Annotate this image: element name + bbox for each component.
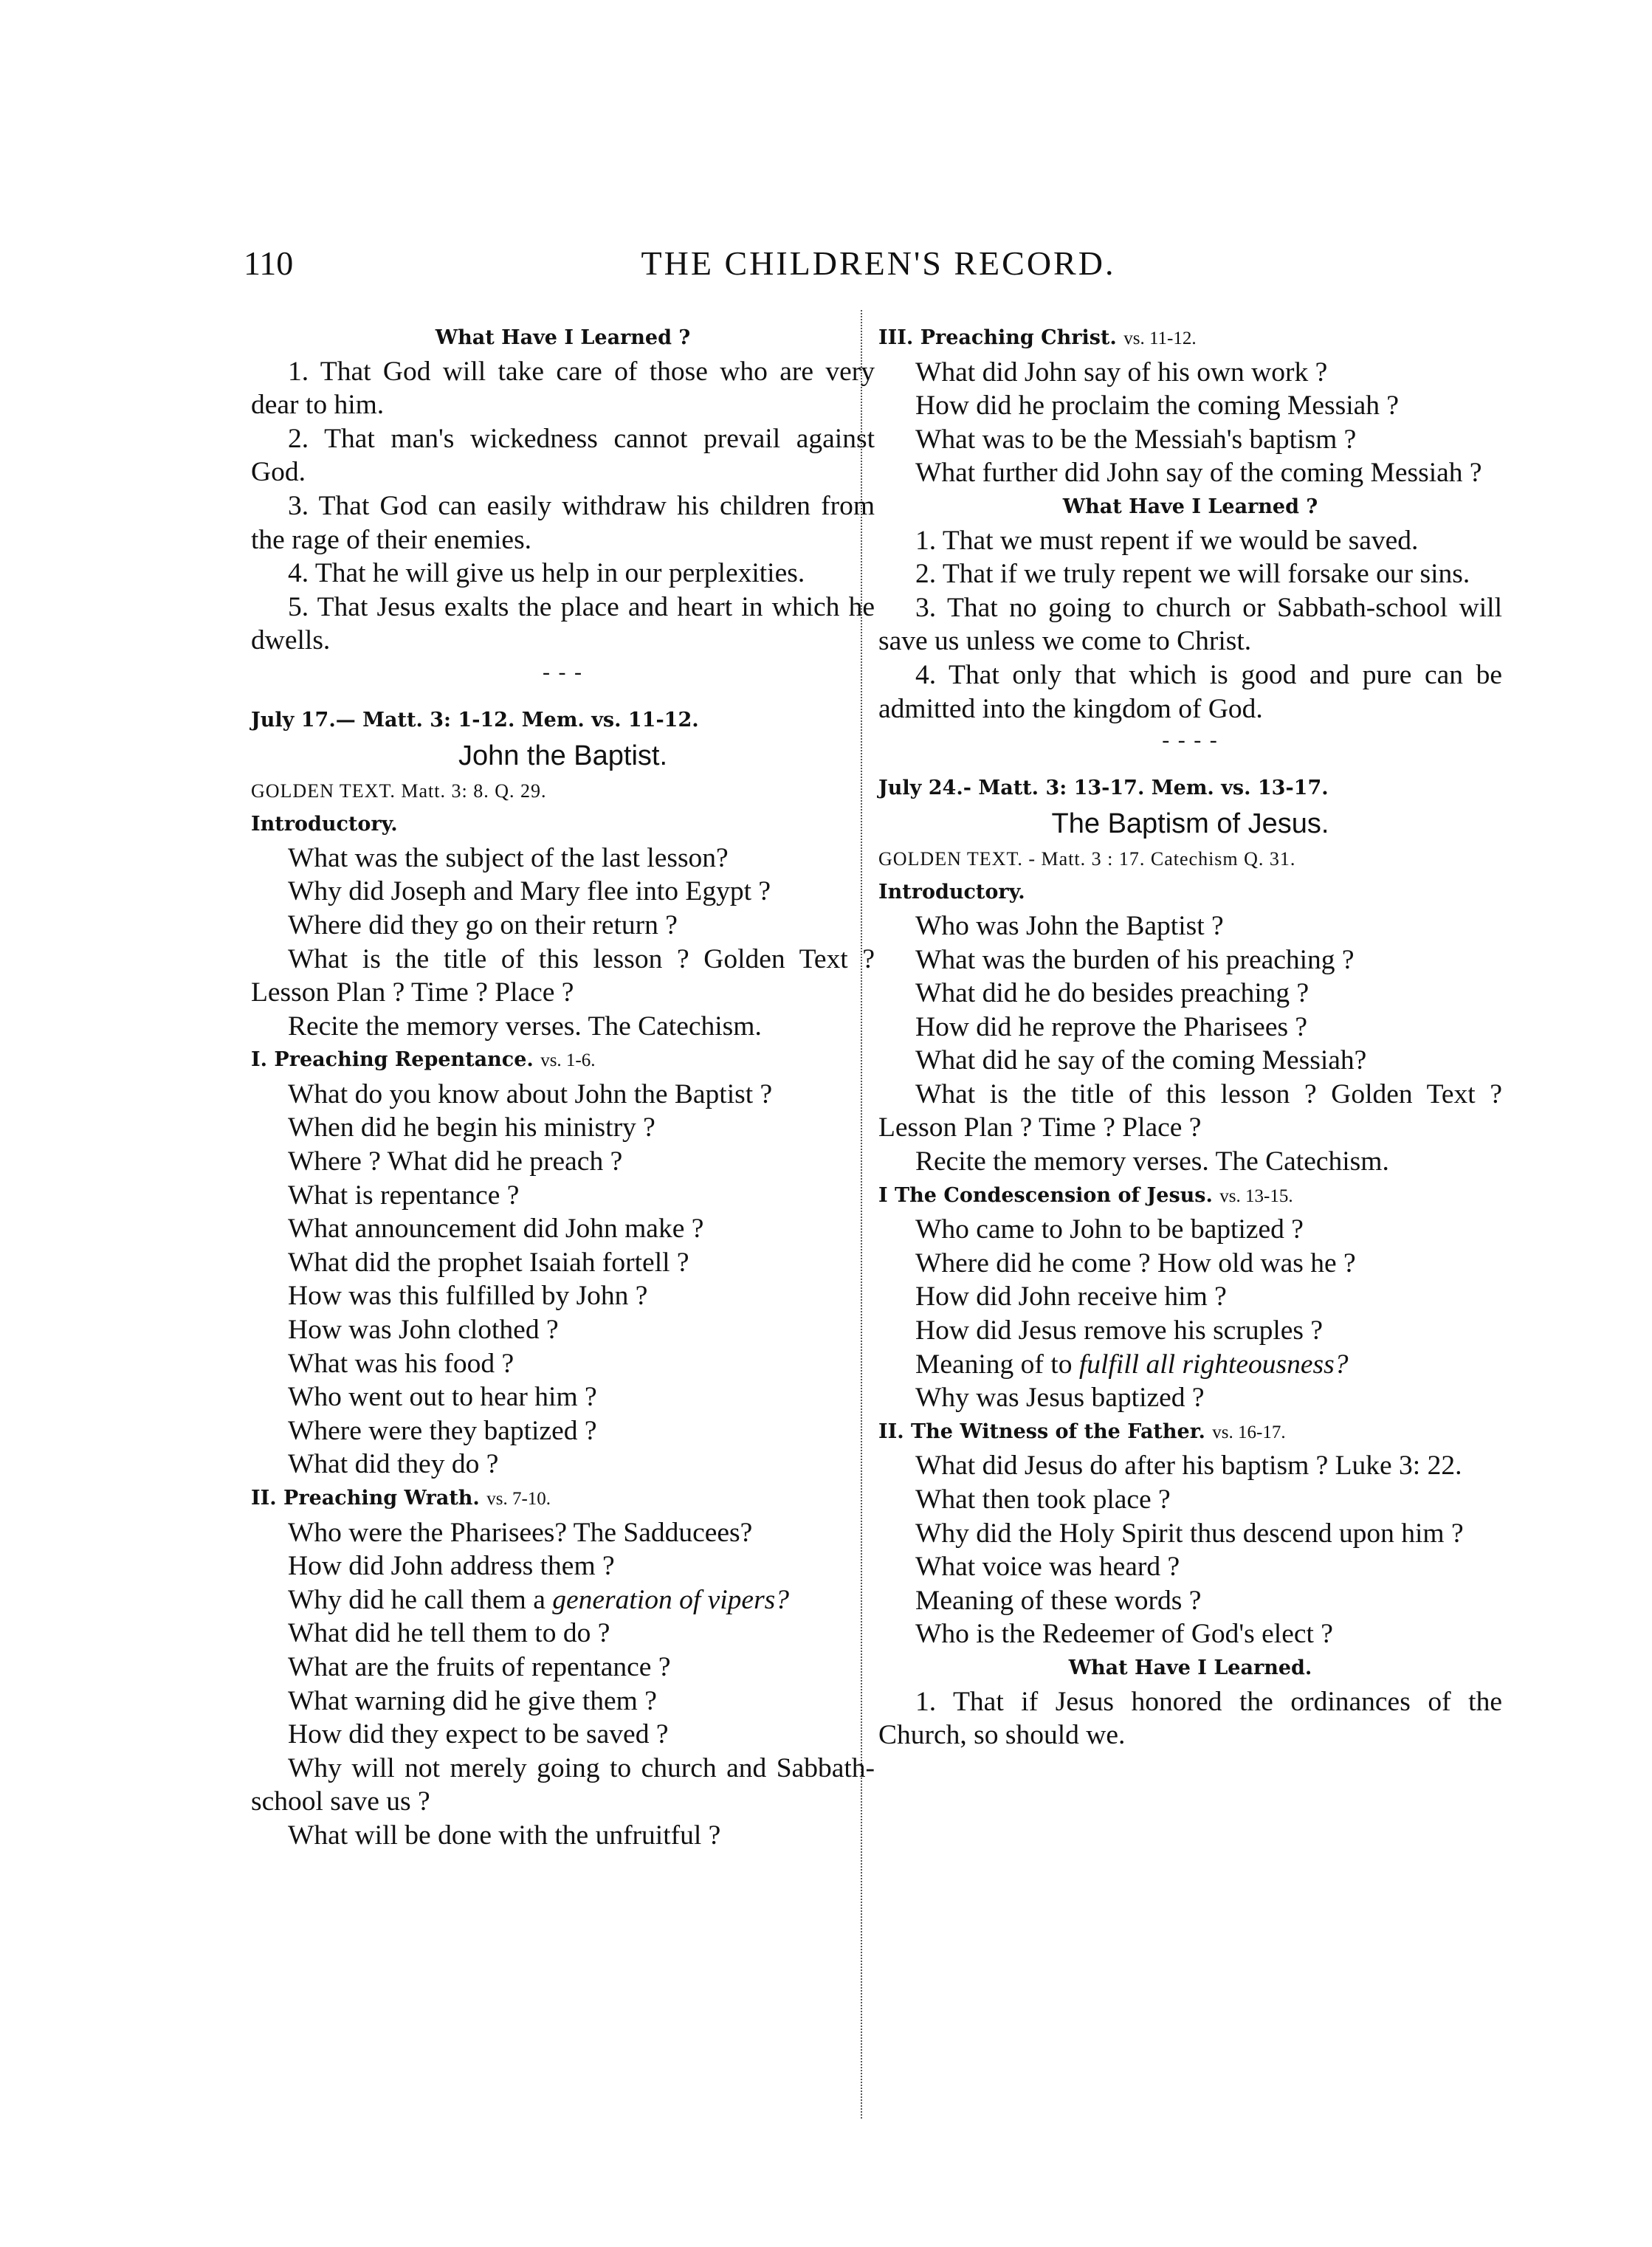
question: Why did Joseph and Mary flee into Egypt ? <box>288 876 771 907</box>
question: What was the burden of his preaching ? <box>915 944 1355 975</box>
question-text: Meaning of to <box>915 1349 1073 1380</box>
question: How did he reprove the Pharisees ? <box>915 1011 1308 1042</box>
lesson-title: The Baptism of Jesus. <box>1051 808 1329 839</box>
question: Meaning of these words ? <box>915 1585 1202 1616</box>
question: What do you know about John the Baptist ? <box>288 1078 773 1109</box>
question: Who came to John to be baptized ? <box>915 1214 1304 1245</box>
learned-item: 3. That no going to church or Sabbath-school will save us unless we come to Christ. <box>878 592 1502 657</box>
section-label: III. Preaching Christ. <box>878 326 1117 349</box>
question: Who is the Redeemer of God's elect ? <box>915 1619 1333 1650</box>
page-header <box>244 244 1513 288</box>
introductory-label: Introductory. <box>878 881 1025 904</box>
section-heading <box>878 1179 1502 1214</box>
page-number: 110 <box>244 244 294 282</box>
question: How did they expect to be saved ? <box>288 1719 669 1750</box>
question: What are the fruits of repentance ? <box>288 1651 671 1682</box>
question-text: Why did he call them a <box>288 1584 545 1615</box>
learned-item: 5. That Jesus exalts the place and heart in which he dwells. <box>251 591 875 656</box>
left-column <box>251 321 875 1853</box>
question: Why was Jesus baptized ? <box>915 1383 1205 1414</box>
question: What voice was heard ? <box>915 1552 1180 1583</box>
learned-item: 1. That we must repent if we would be saved. <box>915 525 1419 556</box>
learned-heading: What Have I Learned ? <box>1062 495 1318 518</box>
question: When did he begin his ministry ? <box>288 1112 655 1143</box>
question: Where ? What did he preach ? <box>288 1146 623 1177</box>
question: Where did he come ? How old was he ? <box>915 1248 1356 1279</box>
right-column <box>878 321 1502 1752</box>
section-label: II. Preaching Wrath. <box>251 1487 480 1510</box>
lesson-heading: July 24.- Matt. 3: 13-17. Mem. vs. 13-17. <box>878 777 1329 800</box>
section-label: II. The Witness of the Father. <box>878 1420 1205 1443</box>
question: What then took place ? <box>915 1484 1171 1515</box>
learned-item: 2. That if we truly repent we will forsake our sins. <box>915 559 1470 590</box>
section-heading <box>251 1043 875 1078</box>
section-verses: vs. 7-10. <box>486 1489 551 1509</box>
section-heading <box>878 1415 1502 1450</box>
learned-item: 4. That he will give us help in our perplexities. <box>288 558 805 589</box>
section-label: I The Condescension of Jesus. <box>878 1183 1213 1207</box>
running-title: THE CHILDREN'S RECORD. <box>641 244 1116 282</box>
learned-heading: What Have I Learned ? <box>435 326 691 349</box>
question: Why will not merely going to church and Sabbath-school save us ? <box>251 1752 875 1817</box>
golden-text: GOLDEN TEXT. - Matt. 3 : 17. Catechism Q. 31. <box>878 847 1296 870</box>
question: What is the title of this lesson ? Golden Text ? Lesson Plan ? Time ? Place ? <box>878 1078 1502 1143</box>
section-verses: vs. 16-17. <box>1212 1422 1286 1442</box>
question: What did John say of his own work ? <box>915 357 1328 388</box>
question: What did the prophet Isaiah fortell ? <box>288 1247 689 1278</box>
learned-item: 2. That man's wickedness cannot prevail against God. <box>251 423 875 488</box>
question: What announcement did John make ? <box>288 1214 704 1245</box>
introductory-label: Introductory. <box>251 813 398 836</box>
section-heading <box>251 1482 875 1516</box>
question: How did John address them ? <box>288 1551 615 1582</box>
italic-phrase: fulfill all righteousness? <box>1078 1349 1349 1380</box>
section-heading <box>878 321 1502 356</box>
question: Who was John the Baptist ? <box>915 910 1224 941</box>
question <box>251 1583 875 1617</box>
learned-item: 1. That if Jesus honored the ordinances of the Church, so should we. <box>878 1686 1502 1751</box>
question: What warning did he give them ? <box>288 1685 657 1716</box>
question: How did he proclaim the coming Messiah ? <box>915 390 1400 421</box>
section-verses: vs. 13-15. <box>1219 1186 1293 1206</box>
question: Who were the Pharisees? The Sadducees? <box>288 1517 753 1548</box>
question: Where did they go on their return ? <box>288 909 678 940</box>
italic-phrase: generation of vipers? <box>552 1584 790 1615</box>
learned-item: 3. That God can easily withdraw his children from the rage of their enemies. <box>251 490 875 555</box>
learned-heading: What Have I Learned. <box>1068 1656 1312 1679</box>
question: What will be done with the unfruitful ? <box>288 1820 721 1851</box>
question: How did Jesus remove his scruples ? <box>915 1315 1323 1346</box>
lesson-title: John the Baptist. <box>458 740 668 771</box>
question: What is repentance ? <box>288 1180 520 1211</box>
question: What did they do ? <box>288 1449 499 1480</box>
section-label: I. Preaching Repentance. <box>251 1048 534 1072</box>
question: Who went out to hear him ? <box>288 1382 597 1413</box>
golden-text: GOLDEN TEXT. Matt. 3: 8. Q. 29. <box>251 780 547 802</box>
section-verses: vs. 11-12. <box>1123 328 1197 348</box>
question: What did he do besides preaching ? <box>915 978 1309 1009</box>
question: What did Jesus do after his baptism ? Luke 3: 22. <box>915 1451 1462 1482</box>
question: How was John clothed ? <box>288 1315 559 1346</box>
lesson-heading: July 17.— Matt. 3: 1-12. Mem. vs. 11-12. <box>251 708 699 732</box>
question: What is the title of this lesson ? Golden Text ? Lesson Plan ? Time ? Place ? <box>251 943 875 1008</box>
learned-item: 4. That only that which is good and pure can be admitted into the kingdom of God. <box>878 659 1502 724</box>
question: What was the subject of the last lesson? <box>288 842 729 873</box>
section-verses: vs. 1-6. <box>540 1050 596 1071</box>
question: Recite the memory verses. The Catechism. <box>915 1146 1389 1177</box>
question: What further did John say of the coming Messiah ? <box>915 458 1482 489</box>
section-separator: - - - <box>543 659 583 684</box>
question: What was to be the Messiah's baptism ? <box>915 424 1357 455</box>
question: What did he tell them to do ? <box>288 1618 610 1649</box>
question: How was this fulfilled by John ? <box>288 1281 648 1312</box>
section-separator: - - - - <box>1162 728 1219 753</box>
question: Where were they baptized ? <box>288 1415 597 1446</box>
question: Why did the Holy Spirit thus descend upon him ? <box>915 1518 1464 1549</box>
question: What was his food ? <box>288 1348 514 1379</box>
question: What did he say of the coming Messiah? <box>915 1045 1367 1076</box>
learned-item: 1. That God will take care of those who are very dear to him. <box>251 356 875 421</box>
question: Recite the memory verses. The Catechism. <box>288 1011 762 1042</box>
question <box>878 1348 1502 1382</box>
question: How did John receive him ? <box>915 1281 1227 1312</box>
